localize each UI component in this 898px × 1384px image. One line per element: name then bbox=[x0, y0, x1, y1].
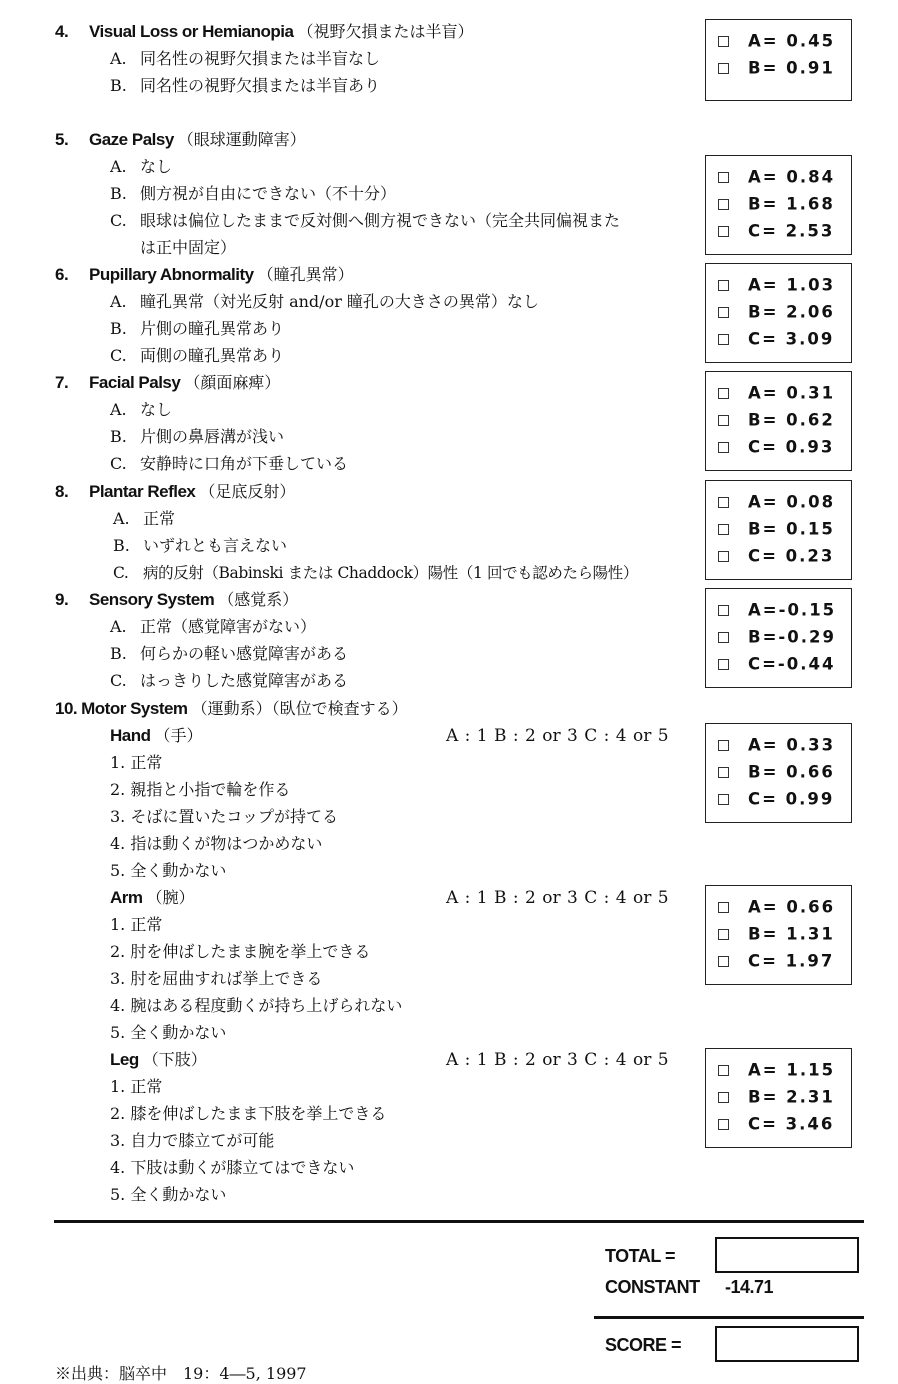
checkbox[interactable] bbox=[718, 307, 729, 318]
score-row[interactable]: A= 0.66 bbox=[718, 896, 851, 923]
score-box bbox=[705, 371, 852, 471]
score-row[interactable]: C= 2.53 bbox=[718, 220, 851, 247]
constant-label: CONSTANT bbox=[605, 1277, 700, 1297]
list-item: 2. 親指と小指で輪を作る bbox=[110, 780, 291, 799]
list-item: 1. 正常 bbox=[110, 1077, 163, 1096]
checkbox[interactable] bbox=[718, 442, 729, 453]
total-label: TOTAL = bbox=[605, 1246, 676, 1266]
section-number: 6. bbox=[55, 265, 69, 284]
score-box bbox=[705, 480, 852, 580]
section-number: 4. bbox=[55, 22, 69, 41]
option-b: B. 片側の鼻唇溝が浅い bbox=[110, 427, 285, 446]
option-c: C. 眼球は偏位したままで反対側へ側方視できない（完全共同偏視また bbox=[110, 211, 621, 230]
score-box bbox=[705, 19, 852, 101]
score-box bbox=[705, 1048, 852, 1148]
option-b: B. 何らかの軽い感覚障害がある bbox=[110, 644, 349, 663]
score-row[interactable]: B= 0.15 bbox=[718, 518, 851, 545]
section-title-en: Gaze Palsy bbox=[89, 130, 174, 149]
section-title bbox=[55, 130, 306, 150]
score-row[interactable]: A= 0.45 bbox=[718, 30, 851, 57]
divider bbox=[594, 1316, 864, 1319]
section-title-en: Motor System bbox=[81, 699, 188, 718]
option-c-continued: は正中固定） bbox=[140, 238, 237, 257]
option-a: A. 正常（感覚障害がない） bbox=[110, 617, 317, 636]
checkbox[interactable] bbox=[718, 36, 729, 47]
score-row[interactable]: C= 3.09 bbox=[718, 328, 851, 355]
option-c: C. 安静時に口角が下垂している bbox=[110, 454, 349, 473]
grading-key: A : 1 B : 2 or 3 C : 4 or 5 bbox=[446, 1050, 669, 1070]
option-b: B. 同名性の視野欠損または半盲あり bbox=[110, 76, 381, 95]
score-row[interactable]: B= 0.66 bbox=[718, 761, 851, 788]
constant-value: -14.71 bbox=[725, 1277, 774, 1297]
section-title-jp: （運動系）（臥位で検査する） bbox=[191, 699, 408, 718]
checkbox[interactable] bbox=[718, 172, 729, 183]
score-row[interactable]: C= 0.23 bbox=[718, 545, 851, 572]
score-row[interactable]: A=-0.15 bbox=[718, 599, 851, 626]
score-row[interactable]: A= 1.15 bbox=[718, 1059, 851, 1086]
list-item: 5. 全く動かない bbox=[110, 1185, 227, 1204]
score-row[interactable]: B= 1.31 bbox=[718, 923, 851, 950]
section-number: 7. bbox=[55, 373, 69, 392]
section-title bbox=[55, 590, 298, 610]
list-item: 5. 全く動かない bbox=[110, 1023, 227, 1042]
section-title bbox=[55, 699, 408, 719]
score-row[interactable]: B= 2.31 bbox=[718, 1086, 851, 1113]
section-title-jp: （視野欠損または半盲） bbox=[297, 22, 474, 41]
section-number: 9. bbox=[55, 590, 69, 609]
section-title-en: Facial Palsy bbox=[89, 373, 181, 392]
motor-arm-title: Arm （腕） bbox=[110, 888, 195, 907]
section-number: 5. bbox=[55, 130, 69, 149]
checkbox[interactable] bbox=[718, 63, 729, 74]
list-item: 3. そばに置いたコップが持てる bbox=[110, 807, 339, 826]
section-title-jp: （眼球運動障害） bbox=[177, 130, 306, 149]
score-row[interactable]: B= 0.62 bbox=[718, 409, 851, 436]
score-row[interactable]: C= 0.93 bbox=[718, 436, 851, 463]
list-item: 3. 自力で膝立てが可能 bbox=[110, 1131, 275, 1150]
score-input[interactable] bbox=[715, 1326, 859, 1362]
motor-hand-title: Hand （手） bbox=[110, 726, 203, 745]
option-b: B. 片側の瞳孔異常あり bbox=[110, 319, 285, 338]
score-row[interactable]: C= 1.97 bbox=[718, 950, 851, 977]
section-title-jp: （感覚系） bbox=[218, 590, 299, 609]
score-label: SCORE = bbox=[605, 1335, 682, 1355]
section-title bbox=[55, 373, 280, 393]
score-row[interactable]: C= 3.46 bbox=[718, 1113, 851, 1140]
checkbox[interactable] bbox=[718, 551, 729, 562]
checkbox[interactable] bbox=[718, 280, 729, 291]
option-a: A. 同名性の視野欠損または半盲なし bbox=[110, 49, 381, 68]
source-citation: ※出典：脳卒中 19：4―5, 1997 bbox=[55, 1364, 307, 1383]
option-a: A. なし bbox=[110, 157, 173, 176]
section-title bbox=[55, 265, 354, 285]
checkbox[interactable] bbox=[718, 632, 729, 643]
score-row[interactable]: B= 1.68 bbox=[718, 193, 851, 220]
checkbox[interactable] bbox=[718, 956, 729, 967]
checkbox[interactable] bbox=[718, 415, 729, 426]
section-number: 8. bbox=[55, 482, 69, 501]
checkbox[interactable] bbox=[718, 794, 729, 805]
section-title-en: Visual Loss or Hemianopia bbox=[89, 22, 294, 41]
score-row[interactable]: A= 0.33 bbox=[718, 734, 851, 761]
grading-key: A : 1 B : 2 or 3 C : 4 or 5 bbox=[446, 888, 669, 908]
checkbox[interactable] bbox=[718, 334, 729, 345]
score-box bbox=[705, 588, 852, 688]
section-title-en: Pupillary Abnormality bbox=[89, 265, 254, 284]
option-c: C. 両側の瞳孔異常あり bbox=[110, 346, 285, 365]
score-box bbox=[705, 263, 852, 363]
checkbox[interactable] bbox=[718, 1092, 729, 1103]
option-b: B. 側方視が自由にできない（不十分） bbox=[110, 184, 397, 203]
list-item: 1. 正常 bbox=[110, 915, 163, 934]
list-item: 2. 膝を伸ばしたまま下肢を挙上できる bbox=[110, 1104, 387, 1123]
option-a: A. 瞳孔異常（対光反射 and/or 瞳孔の大きさの異常）なし bbox=[110, 292, 539, 311]
list-item: 4. 指は動くが物はつかめない bbox=[110, 834, 323, 853]
score-row[interactable]: A= 1.03 bbox=[718, 274, 851, 301]
list-item: 1. 正常 bbox=[110, 753, 163, 772]
list-item: 4. 腕はある程度動くが持ち上げられない bbox=[110, 996, 403, 1015]
checkbox[interactable] bbox=[718, 226, 729, 237]
checkbox[interactable] bbox=[718, 388, 729, 399]
section-title bbox=[55, 22, 474, 42]
score-row[interactable]: B= 0.91 bbox=[718, 57, 851, 84]
divider bbox=[54, 1220, 864, 1223]
checkbox[interactable] bbox=[718, 767, 729, 778]
score-row[interactable]: C= 0.99 bbox=[718, 788, 851, 815]
section-title-en: Sensory System bbox=[89, 590, 215, 609]
checkbox[interactable] bbox=[718, 497, 729, 508]
section-title-jp: （足底反射） bbox=[199, 482, 296, 501]
score-box bbox=[705, 723, 852, 823]
option-c: C. はっきりした感覚障害がある bbox=[110, 671, 349, 690]
score-row[interactable]: A= 0.84 bbox=[718, 166, 851, 193]
checkbox[interactable] bbox=[718, 740, 729, 751]
total-input[interactable] bbox=[715, 1237, 859, 1273]
grading-key: A : 1 B : 2 or 3 C : 4 or 5 bbox=[446, 726, 669, 746]
checkbox[interactable] bbox=[718, 902, 729, 913]
list-item: 3. 肘を屈曲すれば挙上できる bbox=[110, 969, 323, 988]
score-row[interactable]: C=-0.44 bbox=[718, 653, 851, 680]
score-row[interactable]: B=-0.29 bbox=[718, 626, 851, 653]
checkbox[interactable] bbox=[718, 929, 729, 940]
score-row[interactable]: A= 0.31 bbox=[718, 382, 851, 409]
list-item: 4. 下肢は動くが膝立てはできない bbox=[110, 1158, 355, 1177]
checkbox[interactable] bbox=[718, 1119, 729, 1130]
motor-leg-title: Leg （下肢） bbox=[110, 1050, 207, 1069]
list-item: 5. 全く動かない bbox=[110, 861, 227, 880]
section-title-en: Plantar Reflex bbox=[89, 482, 196, 501]
score-box bbox=[705, 155, 852, 255]
checkbox[interactable] bbox=[718, 659, 729, 670]
checkbox[interactable] bbox=[718, 524, 729, 535]
section-number: 10. bbox=[55, 699, 78, 718]
option-a: A. 正常 bbox=[113, 509, 176, 528]
checkbox[interactable] bbox=[718, 199, 729, 210]
section-title-jp: （顔面麻痺） bbox=[184, 373, 281, 392]
score-box bbox=[705, 885, 852, 985]
option-a: A. なし bbox=[110, 400, 173, 419]
list-item: 2. 肘を伸ばしたまま腕を挙上できる bbox=[110, 942, 371, 961]
score-row[interactable]: A= 0.08 bbox=[718, 491, 851, 518]
score-row[interactable]: B= 2.06 bbox=[718, 301, 851, 328]
section-title bbox=[55, 482, 295, 502]
checkbox[interactable] bbox=[718, 605, 729, 616]
section-title-jp: （瞳孔異常） bbox=[257, 265, 354, 284]
checkbox[interactable] bbox=[718, 1065, 729, 1076]
option-c: C. 病的反射（Babinski または Chaddock）陽性（1 回でも認めたら陽性） bbox=[113, 564, 638, 582]
option-b: B. いずれとも言えない bbox=[113, 536, 288, 555]
